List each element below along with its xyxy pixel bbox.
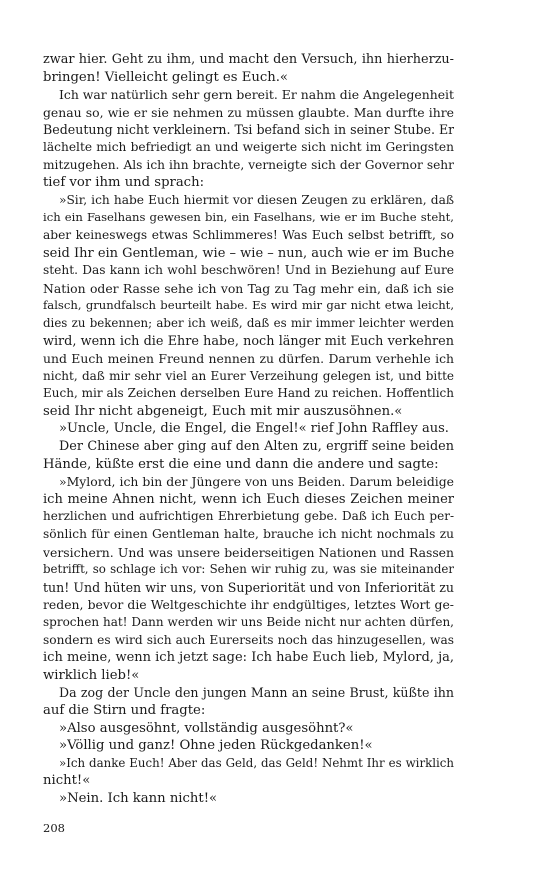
text-line: ich meine, wenn ich jetzt sage: Ich habe Euch lieb, Mylord, ja, xyxy=(43,650,454,666)
text-line: nicht, daß mir sehr viel an Eurer Verzeihung gelegen ist, und bitte xyxy=(43,368,454,383)
text-line: ich meine Ahnen nicht, wenn ich Euch dieses Zeichen meiner xyxy=(43,491,454,507)
text-line: »Ich danke Euch! Aber das Geld, das Geld! Nehmt Ihr es wirklich xyxy=(59,755,454,770)
paragraph xyxy=(43,790,454,808)
text-line: Nation oder Rasse sehe ich von Tag zu Tag mehr ein, daß ich sie xyxy=(43,280,454,296)
text-line: sondern es wird sich auch Eurerseits noch das hinzugesellen, was xyxy=(43,632,454,647)
text-line: versichern. Und was unsere beiderseitigen Nationen und Rassen xyxy=(43,544,454,560)
text-line: ich ein Faselhans gewesen bin, ein Faselhans, wie er im Buche steht, xyxy=(43,210,454,225)
text-line: »Völlig und ganz! Ohne jeden Rückgedanken!« xyxy=(59,738,373,754)
text-line: Da zog der Uncle den jungen Mann an seine Brust, küßte ihn xyxy=(59,685,454,701)
body-text xyxy=(43,51,454,808)
text-line: Hände, küßte erst die eine und dann die andere und sagte: xyxy=(43,456,439,472)
text-line: seid Ihr nicht abgeneigt, Euch mit mir auszusöhnen.« xyxy=(43,403,403,419)
text-line: zwar hier. Geht zu ihm, und macht den Versuch, ihn hierherzu- xyxy=(43,52,454,67)
paragraph xyxy=(43,51,454,86)
text-line: auf die Stirn und fragte: xyxy=(43,702,206,718)
text-line: falsch, grundfalsch beurteilt habe. Es wird mir gar nicht etwa leicht, xyxy=(43,298,454,313)
paragraph xyxy=(43,473,454,684)
text-line: und Euch meinen Freund nennen zu dürfen. Darum verhehle ich xyxy=(43,351,454,367)
paragraph xyxy=(43,720,454,738)
text-line: wirklich lieb!« xyxy=(43,667,140,683)
text-line: »Also ausgesöhnt, vollständig ausgesöhnt?« xyxy=(59,720,354,736)
paragraph xyxy=(43,684,454,719)
text-line: »Nein. Ich kann nicht!« xyxy=(59,790,218,806)
text-line: lächelte mich befriedigt an und weigerte sich nicht im Geringsten xyxy=(43,139,454,154)
text-line: genau so, wie er sie nehmen zu müssen glaubte. Man durfte ihre xyxy=(43,104,454,120)
text-line: Ich war natürlich sehr gern bereit. Er nahm die Angelegenheit xyxy=(59,87,454,103)
text-line: sönlich für einen Gentleman halte, brauche ich nicht nochmals zu xyxy=(43,527,454,542)
text-line: dies zu bekennen; aber ich weiß, daß es mir immer leichter werden xyxy=(43,315,454,330)
page-body xyxy=(43,51,454,808)
text-line: herzlichen und aufrichtigen Ehrerbietung gebe. Daß ich Euch per- xyxy=(43,509,454,524)
text-line: wird, wenn ich die Ehre habe, noch länger mit Euch verkehren xyxy=(43,333,454,349)
text-line: mitzugehen. Als ich ihn brachte, verneigte sich der Governor sehr xyxy=(43,157,454,172)
text-line: bringen! Vielleicht gelingt es Euch.« xyxy=(43,69,288,85)
text-line: tun! Und hüten wir uns, von Superiorität und von Inferiorität zu xyxy=(43,579,454,595)
text-line: tief vor ihm und sprach: xyxy=(43,175,205,191)
text-line: sprochen hat! Dann werden wir uns Beide nicht nur achten dürfen, xyxy=(43,615,454,629)
paragraph xyxy=(43,438,454,473)
text-line: Euch, mir als Zeichen derselben Eure Hand zu reichen. Hoffentlich xyxy=(43,386,454,401)
text-line: reden, bevor die Weltgeschichte ihr endgültiges, letztes Wort ge- xyxy=(43,597,454,613)
text-line: steht. Das kann ich wohl beschwören! Und in Beziehung auf Eure xyxy=(43,263,454,278)
text-line: nicht!« xyxy=(43,773,91,789)
text-line: »Uncle, Uncle, die Engel, die Engel!« rief John Raffley aus. xyxy=(59,421,449,437)
text-line: Bedeutung nicht verkleinern. Tsi befand sich in seiner Stube. Er xyxy=(43,122,454,138)
text-line: seid Ihr ein Gentleman, wie – wie – nun, auch wie er im Buche xyxy=(43,245,454,261)
text-line: »Mylord, ich bin der Jüngere von uns Beiden. Darum beleidige xyxy=(59,474,454,490)
text-line: Der Chinese aber ging auf den Alten zu, ergriff seine beiden xyxy=(59,439,454,455)
text-line: »Sir, ich habe Euch hiermit vor diesen Zeugen zu erklären, daß xyxy=(59,192,454,207)
paragraph xyxy=(43,737,454,755)
text-line: betrifft, so schlage ich vor: Sehen wir ruhig zu, was sie miteinander xyxy=(43,562,454,577)
paragraph xyxy=(43,192,454,421)
paragraph xyxy=(43,420,454,438)
paragraph xyxy=(43,86,454,192)
text-line: aber keineswegs etwas Schlimmeres! Was Euch selbst betrifft, so xyxy=(43,227,454,242)
paragraph xyxy=(43,755,454,790)
page-number: 208 xyxy=(43,821,65,835)
